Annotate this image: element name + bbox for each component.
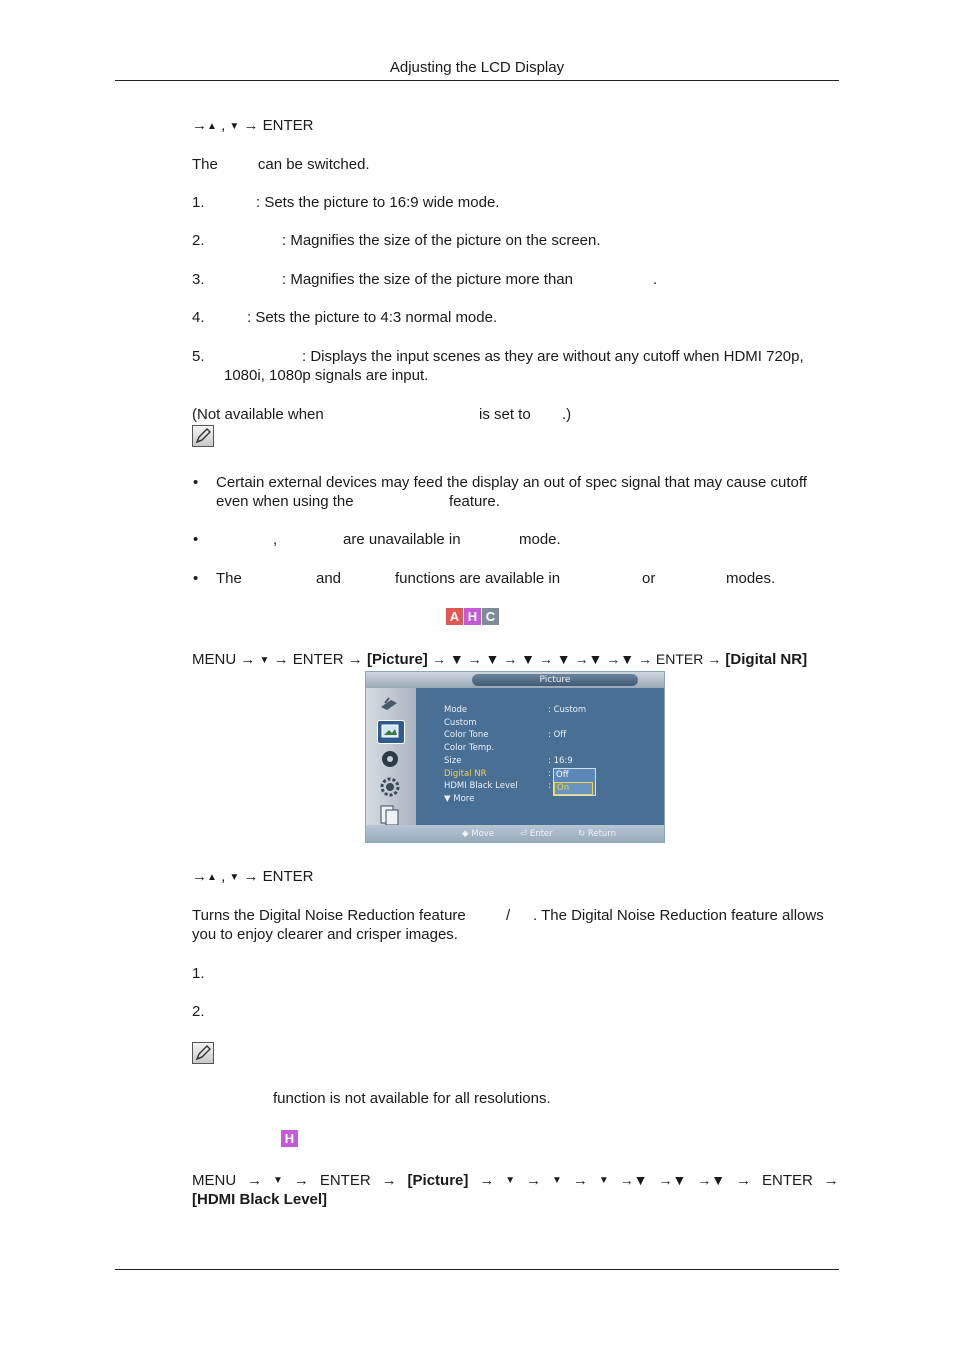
osd-title-bar <box>366 672 664 688</box>
mode-badges <box>446 608 500 625</box>
digital-nr-item-num: 1. <box>192 965 205 982</box>
size-item-num: 5. <box>192 348 205 365</box>
size-item-num: 3. <box>192 271 205 288</box>
osd-more: ▼ More <box>444 794 475 804</box>
size-intro: The can be switched. <box>192 156 370 173</box>
osd-title: Picture <box>472 674 638 686</box>
not-available-note: .) <box>562 406 572 423</box>
size-item-text: : Sets the picture to 4:3 normal mode. <box>247 309 498 326</box>
size-item-num: 4. <box>192 309 205 326</box>
size-item-text: : Magnifies the size of the picture more than <box>282 271 573 288</box>
bullet-text: are unavailable in <box>343 531 461 548</box>
bullet-text: functions are available in <box>395 570 561 587</box>
digital-nr-desc: Turns the Digital Noise Reduction feature <box>192 907 466 924</box>
osd-hint-enter: ⏎ Enter <box>520 829 553 839</box>
size-item-tail: . <box>653 271 658 288</box>
osd-row-value: : 16:9 <box>548 756 573 766</box>
size-item-text: : Magnifies the size of the picture on the screen. <box>282 232 601 249</box>
osd-dropdown <box>553 768 596 796</box>
size-item-num: 1. <box>192 194 205 211</box>
size-item-num: 2. <box>192 232 205 249</box>
note-icon <box>192 425 214 447</box>
osd-hint-move: ◆ Move <box>462 829 495 839</box>
bullet-text: , <box>273 531 278 548</box>
osd-hint-return: ↻ Return <box>578 829 617 839</box>
sound-icon <box>377 748 403 770</box>
osd-row-label: Custom <box>444 718 477 728</box>
osd-row-value: : <box>548 769 551 779</box>
osd-row-label-selected: Digital NR <box>444 769 487 779</box>
bullet-text: The <box>216 570 242 587</box>
osd-row-value: : <box>548 781 551 791</box>
not-available-note: (Not available when <box>192 406 324 423</box>
hdmi-mode-badge <box>281 1130 299 1147</box>
bullet-text: and <box>316 570 342 587</box>
osd-hint-bar <box>366 825 664 843</box>
picture-menu-screenshot <box>365 671 665 843</box>
bullet-glyph: • <box>193 570 199 587</box>
digital-nr-menu-path: MENU → ▼ → ENTER → [Picture] → ▼ → ▼ → ▼ → ▼ →▼ →▼ → ENTER → [Digital NR] <box>192 651 808 668</box>
badge-c-icon: C <box>482 608 499 625</box>
osd-row-value: : Off <box>548 730 567 740</box>
badge-a-icon: A <box>446 608 463 625</box>
page-header-title: Adjusting the LCD Display <box>389 59 565 76</box>
bullet-text: modes. <box>726 570 776 587</box>
bullet-text: Certain external devices may feed the display an out of spec signal that may cause cutoff <box>216 474 807 491</box>
digital-nr-nav-path: →▲ , ▼ → ENTER <box>192 868 314 885</box>
size-item-text: : Sets the picture to 16:9 wide mode. <box>256 194 500 211</box>
osd-row-label: Color Tone <box>444 730 489 740</box>
header-rule <box>115 80 839 81</box>
osd-option-on: On <box>554 782 593 795</box>
not-available-note: is set to <box>479 406 531 423</box>
digital-nr-desc: / <box>506 907 511 924</box>
setup-gear-icon <box>377 776 403 798</box>
digital-nr-note: function is not available for all resolutions. <box>273 1090 551 1107</box>
footer-rule <box>115 1269 839 1270</box>
osd-row-value: : Custom <box>548 705 587 715</box>
digital-nr-desc: you to enjoy clearer and crisper images. <box>192 926 458 943</box>
multi-control-icon <box>377 804 403 826</box>
size-item-text: : Displays the input scenes as they are without any cutoff when HDMI 720p, <box>302 348 804 365</box>
badge-h-icon: H <box>281 1130 298 1147</box>
bullet-text: even when using the <box>216 493 354 510</box>
digital-nr-item-num: 2. <box>192 1003 205 1020</box>
size-item-text-line2: 1080i, 1080p signals are input. <box>224 367 429 384</box>
size-nav-path: →▲ , ▼ → ENTER <box>192 117 314 134</box>
hdmi-black-target: [HDMI Black Level] <box>192 1191 328 1208</box>
input-icon <box>377 694 403 716</box>
osd-option-off: Off <box>556 770 569 780</box>
bullet-text: or <box>642 570 656 587</box>
osd-row-label: Mode <box>444 705 468 715</box>
picture-icon <box>377 720 405 744</box>
bullet-text: mode. <box>519 531 561 548</box>
osd-row-label: Color Temp. <box>444 743 495 753</box>
badge-h-icon: H <box>464 608 481 625</box>
digital-nr-desc: . The Digital Noise Reduction feature allows <box>533 907 824 924</box>
osd-sidebar <box>366 688 416 828</box>
note-icon <box>192 1042 214 1064</box>
osd-row-label: HDMI Black Level <box>444 781 518 791</box>
bullet-text: feature. <box>449 493 500 510</box>
hdmi-black-menu-path: MENU → ▼ → ENTER → [Picture] → ▼ → ▼ → ▼ →▼ →▼ →▼ → ENTER → <box>192 1172 839 1189</box>
osd-row-label: Size <box>444 756 462 766</box>
bullet-glyph: • <box>193 474 199 491</box>
bullet-glyph: • <box>193 531 199 548</box>
